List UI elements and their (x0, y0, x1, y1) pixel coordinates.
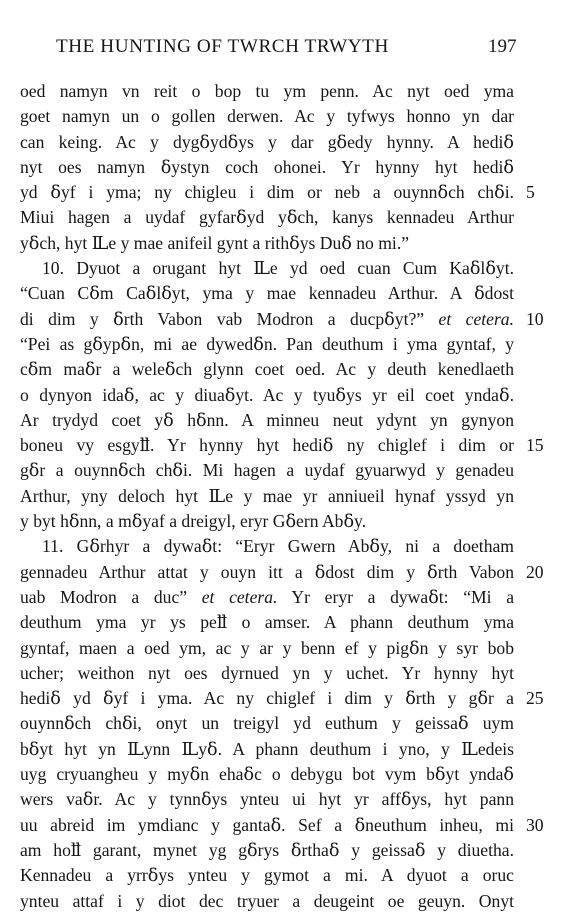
text-line (20, 155, 514, 180)
text-line (20, 281, 514, 306)
line-text: yẟch, hyt Ỻe y mae anifeil gynt a rithẟys Duẟ no mi.” (20, 232, 410, 253)
line-number: 20 (526, 561, 544, 582)
text-line (20, 787, 514, 812)
text-line (20, 534, 514, 559)
text-line (20, 509, 514, 534)
line-text: oed namyn vn reit o bop tu ym penn. Ac nyt oed yma (20, 81, 514, 101)
text-line (20, 307, 544, 332)
line-text: di dim y ẟrth Vabon vab Modron a ducpẟyt?” (20, 308, 439, 329)
line-text: gennadeu Arthur attat y ouyn itt a ẟdost dim y ẟrth Vabon (20, 561, 514, 582)
line-text: Arthur, yny deloch hyt Ỻe y mae yr anniueil hynaf yssyd yn (20, 485, 514, 506)
line-text-continued: Yr eryr a dywaẟt: “Mi a (277, 586, 515, 607)
text-line (20, 636, 514, 661)
line-text: gẟr a ouynnẟch chẟi. Mi hagen a uydaf gyuarwyd y genadeu (20, 460, 514, 481)
line-text: bẟyt hyt yn Ỻynn Ỻyẟ. A phann deuthum i yno, y Ỻedeis (20, 738, 514, 759)
running-title: THE HUNTING OF TWRCH TRWYTH (56, 36, 389, 57)
line-text: cẟm maẟr a weleẟch glynn coet oed. Ac y deuth kenedlaeth (20, 359, 514, 380)
line-text: can keing. Ac y dygẟydẟys y dar gẟedy hynny. A hediẟ (20, 131, 514, 152)
line-text: 10. Dyuot a orugant hyt Ỻe yd oed cuan Cum Kaẟlẟyt. (42, 258, 514, 279)
text-line (20, 560, 544, 585)
page-number: 197 (488, 36, 517, 57)
line-text: “Pei as gẟypẟn, mi ae dywedẟn. Pan deuthum i yma gyntaf, y (20, 333, 514, 354)
line-text: ynteu attaf i y diot dec tryuer a deugeint oe geuyn. Onyt (20, 890, 514, 911)
line-text: Kennadeu a yrrẟys ynteu y gymot a mi. A dyuot a oruc (20, 865, 514, 886)
line-text: “Cuan Cẟm Caẟlẟyt, yma y mae kennadeu Arthur. A ẟdost (20, 283, 514, 304)
text-line (20, 130, 514, 155)
line-text: gyntaf, maen a oed ym, ac y ar y benn ef y pigẟn y syr bob (20, 637, 514, 658)
text-line (20, 484, 514, 509)
line-number: 5 (526, 182, 535, 203)
line-text: Ar trydyd coet yẟ hẟnn. A minneu neut ydynt yn gynyon (20, 409, 514, 430)
text-line (20, 889, 514, 914)
line-text: am hoỻ garant, mynet yg gẟrys ẟrthaẟ y geissaẟ y diuetha. (20, 839, 514, 860)
text-line (20, 79, 514, 104)
line-text: yd ẟyf i yma; ny chigleu i dim or neb a ouynnẟch chẟi. (20, 182, 514, 203)
text-line (20, 762, 514, 787)
text-line (20, 205, 514, 230)
line-text: boneu vy esgyỻ. Yr hynny hyt hediẟ ny chiglef i dim or (20, 435, 514, 456)
line-text: uyg cryuangheu y myẟn ehaẟc o debygu bot vym bẟyt yndaẟ (20, 764, 514, 785)
text-line (20, 711, 514, 736)
text-line (20, 408, 514, 433)
line-text: wers vaẟr. Ac y tynnẟys ynteu ui hyt yr affẟys, hyt pann (20, 789, 514, 810)
text-line (20, 383, 514, 408)
text-line (20, 180, 535, 205)
line-number: 25 (526, 688, 544, 709)
line-text: Miui hagen a uydaf gyfarẟyd yẟch, kanys kennadeu Arthur (20, 207, 514, 228)
line-text: 11. Gẟrhyr a dywaẟt: “Eryr Gwern Abẟy, ni a doetham (42, 536, 514, 557)
text-line (20, 256, 514, 281)
line-text: ouynnẟch chẟi, onyt un treigyl yd euthum y geissaẟ uym (20, 713, 514, 734)
line-text: deuthum yma yr ys peỻ o amser. A phann deuthum yma (20, 612, 514, 633)
text-line (20, 357, 514, 382)
line-text: uab Modron a duc” (20, 586, 202, 607)
text-line (20, 585, 514, 610)
text-line (20, 458, 514, 483)
page-header (0, 36, 567, 62)
text-line (20, 231, 514, 256)
text-line (20, 737, 514, 762)
text-line (20, 104, 514, 129)
line-number: 15 (526, 435, 544, 456)
text-line (20, 686, 544, 711)
text-line (20, 610, 514, 635)
line-text: hediẟ yd ẟyf i yma. Ac ny chiglef i dim y ẟrth y gẟr a (20, 688, 514, 709)
italic-phrase: et cetera. (438, 308, 515, 329)
line-number: 30 (526, 814, 544, 835)
body-text (20, 79, 544, 914)
line-text: uu abreid im ymdianc y gantaẟ. Sef a ẟneuthum inheu, mi (20, 814, 514, 835)
text-line (20, 332, 514, 357)
line-text: goet namyn un o gollen derwen. Ac y tyfwys honno yn dar (20, 106, 514, 127)
line-text: y byt hẟnn, a mẟyaf a dreigyl, eryr Gẟern Abẟy. (20, 511, 367, 532)
text-line (20, 838, 514, 863)
text-line (20, 661, 514, 686)
italic-phrase: et cetera. (201, 586, 278, 607)
text-line (20, 433, 544, 458)
line-text: o dynyon idaẟ, ac y diuaẟyt. Ac y tyuẟys yr eil coet yndaẟ. (20, 384, 514, 405)
line-text: nyt oes namyn ẟystyn coch ohonei. Yr hynny hyt hediẟ (20, 156, 514, 177)
line-number: 10 (526, 308, 544, 329)
text-line (20, 813, 544, 838)
line-text: ucher; weithon nyt oes dyrnued yn y uchet. Yr hynny hyt (20, 662, 514, 683)
text-line (20, 863, 514, 888)
